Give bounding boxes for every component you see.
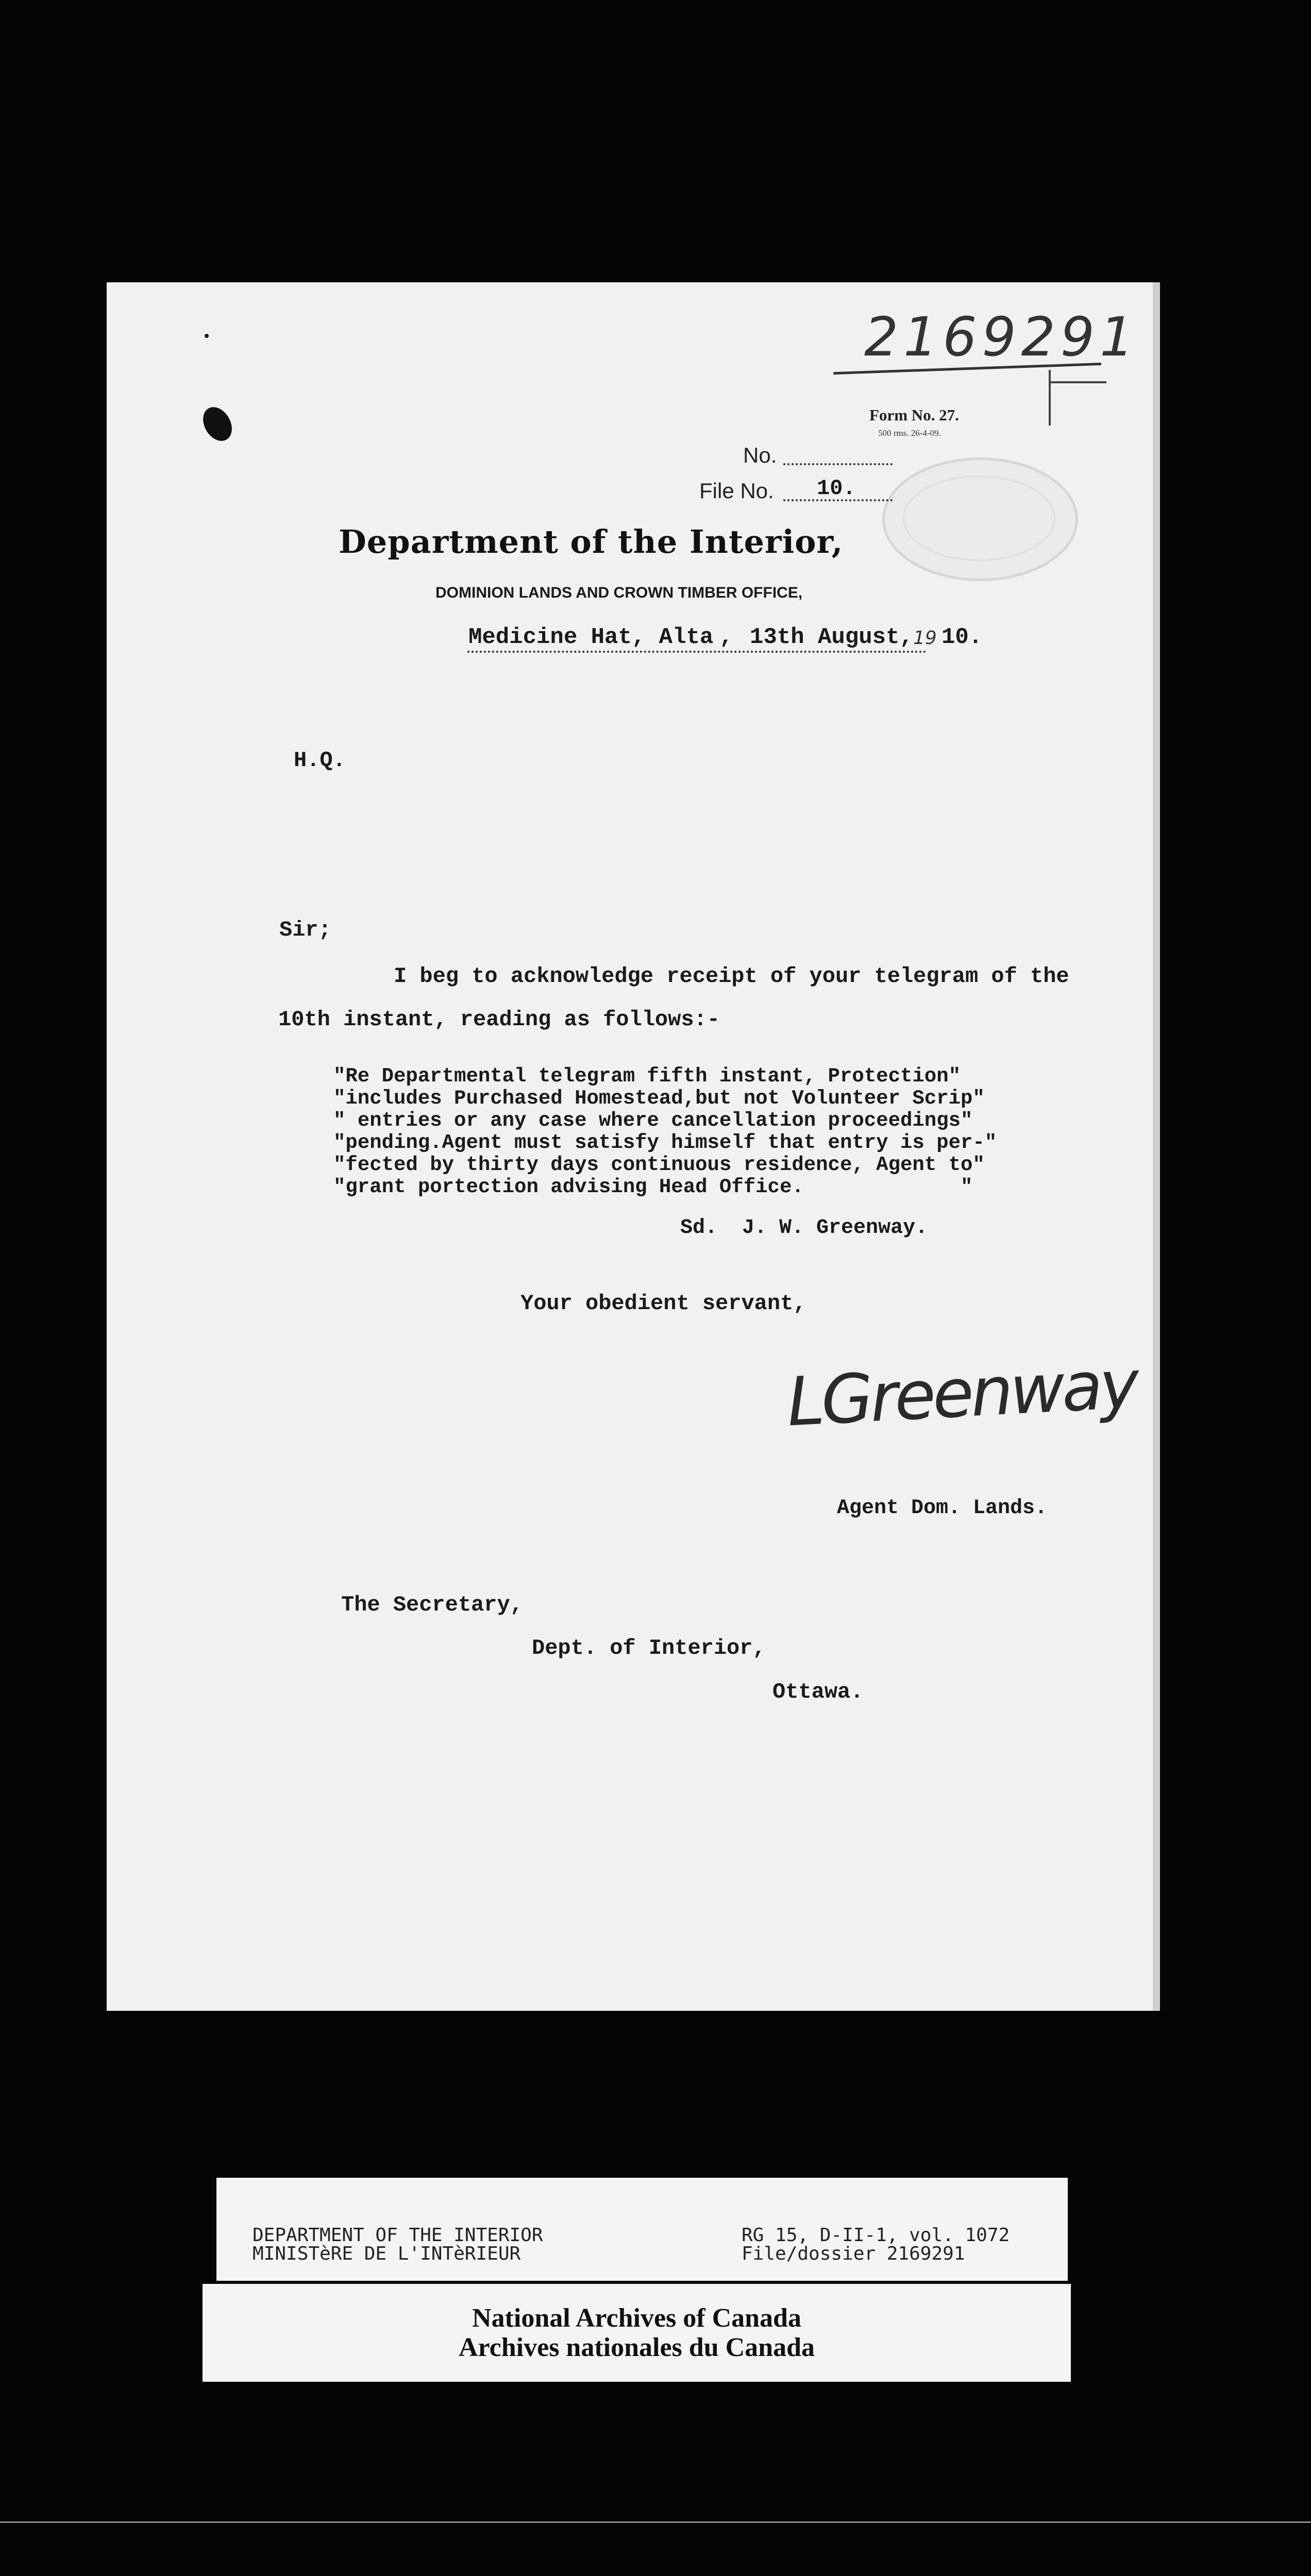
telegram-line: "Re Departmental telegram fifth instant, Protection" bbox=[333, 1065, 961, 1088]
body-line-1: I beg to acknowledge receipt of your telegram of the bbox=[394, 964, 1069, 989]
body-line-2: 10th instant, reading as follows:- bbox=[278, 1007, 720, 1032]
national-archives-label bbox=[203, 2284, 1071, 2382]
file-no-value: 10. bbox=[817, 476, 856, 501]
form-number: Form No. 27. bbox=[869, 406, 959, 424]
archives-fr: Archives nationales du Canada bbox=[458, 2333, 815, 2362]
dept-en: DEPARTMENT OF THE INTERIOR bbox=[253, 2225, 543, 2246]
telegram-line: "fected by thirty days continuous residence, Agent to" bbox=[333, 1154, 985, 1176]
form-print-note: 500 rms. 26-4-09. bbox=[878, 428, 941, 438]
handwritten-file-number: 2169291 bbox=[864, 306, 1139, 368]
telegram-line: "grant portection advising Head Office. " bbox=[333, 1176, 973, 1198]
dept-fr: MINISTèRE DE L'INTèRIEUR bbox=[253, 2243, 521, 2264]
telegram-line: "pending.Agent must satisfy himself that entry is per-" bbox=[333, 1131, 997, 1154]
addressee-short: H.Q. bbox=[294, 748, 346, 773]
recipient-line-1: The Secretary, bbox=[341, 1592, 523, 1617]
received-stamp bbox=[882, 457, 1078, 581]
ink-speck bbox=[205, 334, 209, 338]
no-field bbox=[783, 463, 893, 465]
file-ref: File/dossier 2169291 bbox=[742, 2243, 965, 2264]
year-suffix: 10. bbox=[942, 624, 983, 650]
department-title: Department of the Interior, bbox=[339, 523, 844, 561]
handwritten-mark bbox=[1050, 381, 1106, 383]
bottom-rule bbox=[0, 2521, 1311, 2523]
date-day-month: 13th August, bbox=[750, 624, 913, 650]
place: Medicine Hat, Alta bbox=[468, 624, 714, 650]
telegram-line: "includes Purchased Homestead,but not Volunteer Scrip" bbox=[333, 1087, 985, 1110]
handwritten-mark-stroke bbox=[1049, 370, 1051, 426]
archive-reference-label bbox=[216, 2178, 1068, 2281]
recipient-line-2: Dept. of Interior, bbox=[532, 1636, 766, 1660]
ink-smudge bbox=[197, 402, 238, 446]
recipient-line-3: Ottawa. bbox=[772, 1680, 864, 1704]
telegram-line: " entries or any case where cancellation proceedings" bbox=[333, 1109, 973, 1132]
signature: LGreenway bbox=[785, 1345, 1138, 1442]
no-label: No. bbox=[743, 443, 777, 467]
telegram-signature: Sd. J. W. Greenway. bbox=[680, 1216, 928, 1240]
archives-en: National Archives of Canada bbox=[472, 2303, 801, 2333]
year-prefix: 19 bbox=[913, 628, 937, 649]
closing: Your obedient servant, bbox=[520, 1291, 806, 1316]
letter-page bbox=[107, 282, 1153, 2011]
salutation: Sir; bbox=[279, 918, 331, 942]
date-separator: , bbox=[719, 624, 733, 650]
office-subtitle: DOMINION LANDS AND CROWN TIMBER OFFICE, bbox=[435, 584, 803, 601]
file-no-label: File No. bbox=[699, 479, 774, 503]
date-line bbox=[467, 650, 926, 653]
reference: RG 15, D-II-1, vol. 1072 bbox=[742, 2225, 1010, 2246]
signatory-title: Agent Dom. Lands. bbox=[837, 1497, 1048, 1520]
